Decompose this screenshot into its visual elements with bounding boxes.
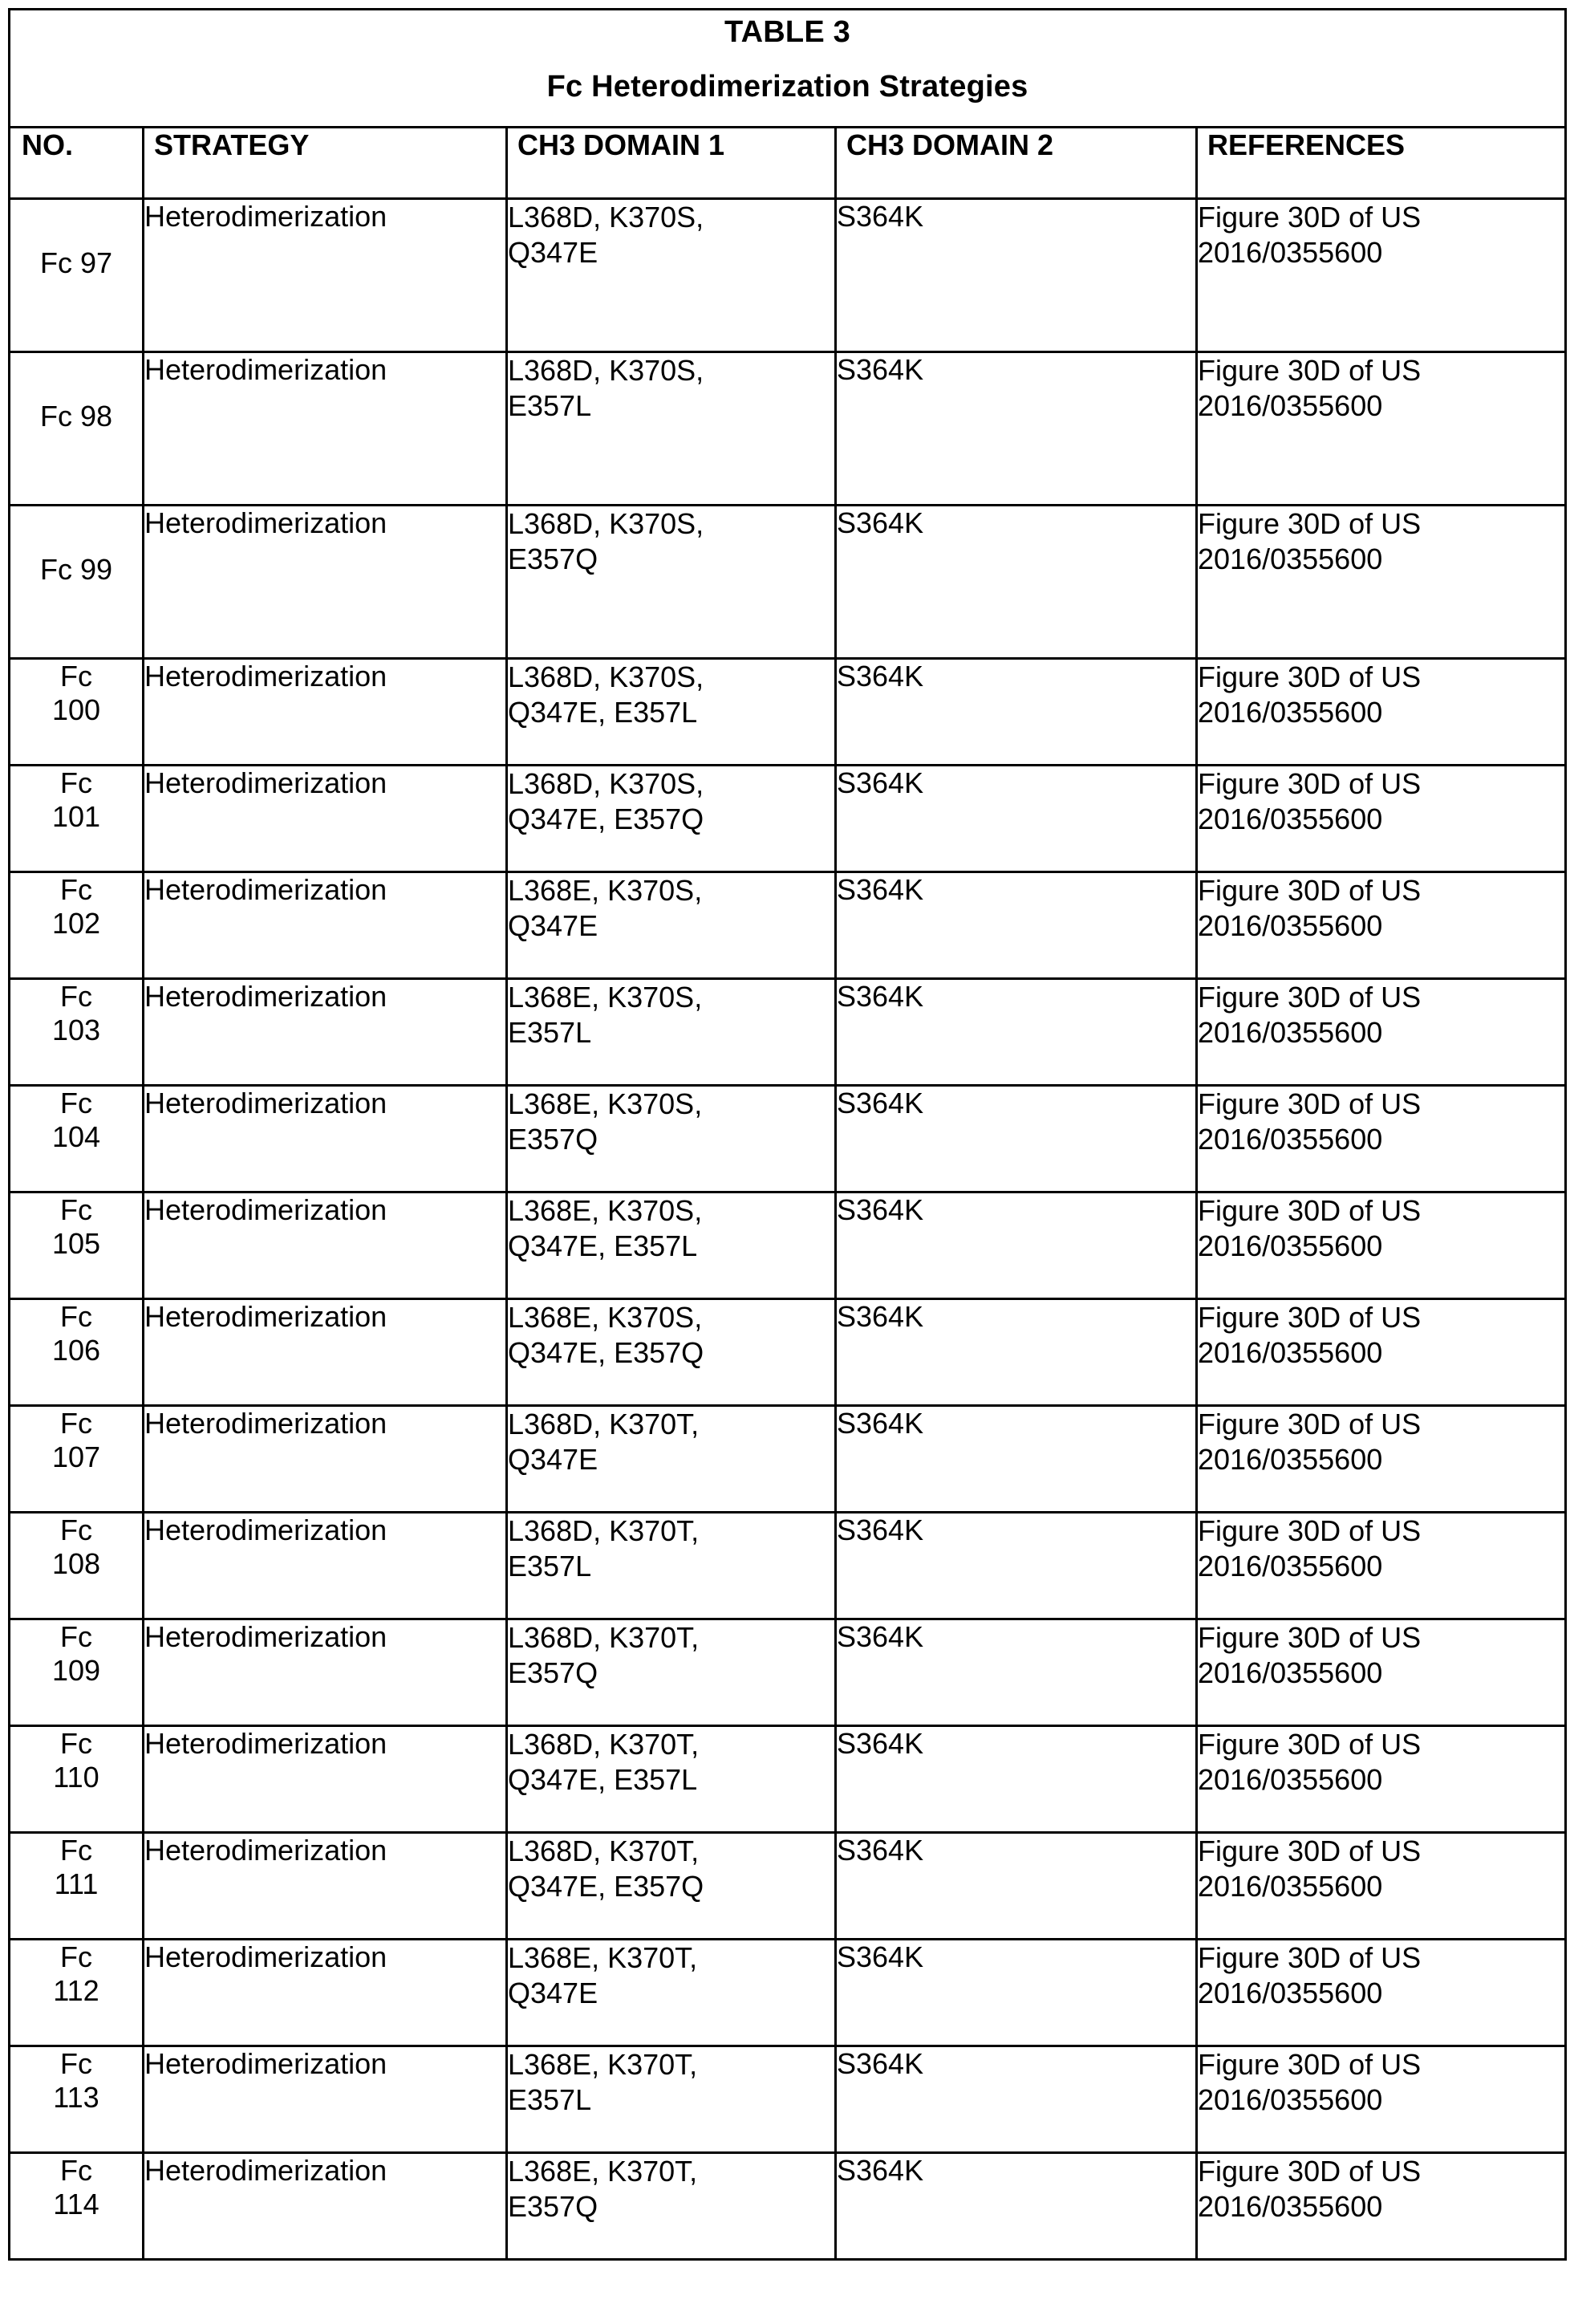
cell-ch3-domain-1-line1: L368D, K370S, [508, 660, 704, 693]
cell-ch3-domain-1 [507, 506, 836, 659]
table-row [10, 979, 1566, 1086]
table-row [10, 1406, 1566, 1513]
cell-no-line1: Fc [60, 1513, 92, 1546]
cell-ch3-domain-1-line2: E357L [508, 1549, 592, 1583]
table-row [10, 1299, 1566, 1406]
cell-strategy: Heterodimerization [144, 2153, 507, 2260]
cell-no [10, 1299, 144, 1406]
cell-references [1197, 1619, 1566, 1726]
cell-ch3-domain-2: S364K [836, 1406, 1197, 1513]
cell-no [10, 1940, 144, 2046]
cell-ch3-domain-1-line1: L368E, K370T, [508, 2155, 698, 2188]
cell-ch3-domain-2: S364K [836, 2153, 1197, 2260]
cell-references [1197, 766, 1566, 872]
cell-ch3-domain-1 [507, 1513, 836, 1619]
cell-no-line1: Fc 99 [39, 553, 113, 586]
cell-ch3-domain-2: S364K [836, 1086, 1197, 1192]
cell-references-line1: Figure 30D of US [1198, 2048, 1422, 2081]
cell-ch3-domain-1 [507, 1940, 836, 2046]
cell-no [10, 979, 144, 1086]
cell-references-line2: 2016/0355600 [1198, 1976, 1383, 2009]
cell-no [10, 1406, 144, 1513]
cell-ch3-domain-1-line2: E357L [508, 1015, 592, 1049]
cell-ch3-domain-1-line2: E357Q [508, 1656, 598, 1689]
cell-no-line2: 101 [51, 800, 101, 834]
table-title: TABLE 3 [724, 15, 850, 49]
cell-no-line2: 114 [53, 2188, 99, 2221]
cell-no-line2: 110 [53, 1761, 99, 1794]
cell-ch3-domain-1-line2: Q347E, E357L [508, 695, 698, 729]
table-row [10, 2153, 1566, 2260]
cell-references-line2: 2016/0355600 [1198, 1442, 1383, 1476]
cell-no-line2: 105 [51, 1227, 101, 1261]
cell-strategy: Heterodimerization [144, 199, 507, 352]
cell-no [10, 872, 144, 979]
cell-no-line1: Fc [60, 766, 92, 799]
cell-strategy: Heterodimerization [144, 1299, 507, 1406]
cell-no-line1: Fc [60, 1727, 92, 1760]
cell-no-line1: Fc [60, 660, 92, 693]
cell-ch3-domain-1-line1: L368E, K370S, [508, 1301, 703, 1334]
cell-references [1197, 1192, 1566, 1299]
cell-references-line1: Figure 30D of US [1198, 507, 1422, 540]
table-row [10, 2046, 1566, 2153]
cell-ch3-domain-1-line1: L368D, K370T, [508, 1834, 700, 1867]
cell-references-line1: Figure 30D of US [1198, 1301, 1422, 1334]
cell-no-line2: 108 [51, 1547, 101, 1581]
cell-no [10, 1086, 144, 1192]
cell-references-line1: Figure 30D of US [1198, 1834, 1422, 1867]
cell-ch3-domain-1-line2: E357Q [508, 1122, 598, 1156]
cell-references-line2: 2016/0355600 [1198, 1122, 1383, 1156]
cell-ch3-domain-1-line2: Q347E [508, 1976, 598, 2009]
cell-strategy: Heterodimerization [144, 659, 507, 766]
cell-references [1197, 1513, 1566, 1619]
cell-references-line2: 2016/0355600 [1198, 695, 1383, 729]
cell-ch3-domain-1-line1: L368E, K370S, [508, 1194, 703, 1227]
cell-references-line2: 2016/0355600 [1198, 2189, 1383, 2223]
cell-ch3-domain-1-line2: Q347E, E357L [508, 1229, 698, 1262]
cell-references-line1: Figure 30D of US [1198, 201, 1422, 234]
cell-ch3-domain-1-line1: L368E, K370T, [508, 1941, 698, 1974]
cell-ch3-domain-1 [507, 1406, 836, 1513]
fc-heterodimerization-strategies-table [8, 8, 1567, 2261]
cell-strategy: Heterodimerization [144, 1513, 507, 1619]
cell-ch3-domain-1-line2: E357L [508, 2082, 592, 2116]
cell-references [1197, 506, 1566, 659]
cell-no-line2: 106 [51, 1334, 101, 1367]
cell-no-line1: Fc 97 [39, 246, 113, 279]
cell-references-line2: 2016/0355600 [1198, 1762, 1383, 1796]
cell-ch3-domain-1 [507, 1833, 836, 1940]
cell-ch3-domain-1-line2: Q347E [508, 908, 598, 942]
cell-references [1197, 199, 1566, 352]
cell-no-line2: 113 [53, 2081, 99, 2115]
cell-no-line1: Fc [60, 2154, 92, 2187]
cell-no-line2: 103 [51, 1014, 101, 1047]
cell-no-line1: Fc [60, 1407, 92, 1440]
cell-references-line1: Figure 30D of US [1198, 767, 1422, 800]
cell-no-line1: Fc [60, 1193, 92, 1226]
cell-ch3-domain-2: S364K [836, 979, 1197, 1086]
cell-references-line2: 2016/0355600 [1198, 2082, 1383, 2116]
cell-references [1197, 352, 1566, 506]
cell-no-line2: 100 [51, 693, 101, 727]
cell-no [10, 766, 144, 872]
cell-ch3-domain-1 [507, 1192, 836, 1299]
cell-no [10, 1726, 144, 1833]
cell-strategy: Heterodimerization [144, 1406, 507, 1513]
cell-strategy: Heterodimerization [144, 352, 507, 506]
cell-references-line2: 2016/0355600 [1198, 388, 1383, 422]
cell-no [10, 1513, 144, 1619]
cell-ch3-domain-2: S364K [836, 2046, 1197, 2153]
cell-references-line1: Figure 30D of US [1198, 1941, 1422, 1974]
cell-ch3-domain-2: S364K [836, 1192, 1197, 1299]
cell-references [1197, 872, 1566, 979]
cell-no-line2: 104 [51, 1120, 101, 1154]
cell-ch3-domain-2: S364K [836, 1726, 1197, 1833]
cell-ch3-domain-1 [507, 2153, 836, 2260]
cell-no-line1: Fc [60, 1087, 92, 1119]
cell-no-line2: 107 [51, 1440, 101, 1474]
cell-no [10, 352, 144, 506]
cell-ch3-domain-1 [507, 1726, 836, 1833]
cell-no-line1: Fc [60, 1300, 92, 1333]
table-row [10, 199, 1566, 352]
cell-ch3-domain-2: S364K [836, 872, 1197, 979]
cell-ch3-domain-2: S364K [836, 659, 1197, 766]
cell-no [10, 1192, 144, 1299]
table-row [10, 1192, 1566, 1299]
cell-references-line2: 2016/0355600 [1198, 542, 1383, 575]
cell-ch3-domain-1-line2: E357Q [508, 2189, 598, 2223]
cell-references-line1: Figure 30D of US [1198, 981, 1422, 1014]
cell-ch3-domain-1-line1: L368D, K370S, [508, 201, 704, 234]
cell-references [1197, 979, 1566, 1086]
cell-strategy: Heterodimerization [144, 872, 507, 979]
table-row [10, 1086, 1566, 1192]
cell-ch3-domain-1 [507, 659, 836, 766]
cell-ch3-domain-1-line1: L368E, K370S, [508, 874, 703, 907]
cell-no-line1: Fc [60, 1620, 92, 1653]
cell-ch3-domain-2: S364K [836, 1833, 1197, 1940]
cell-references-line1: Figure 30D of US [1198, 1408, 1422, 1440]
cell-ch3-domain-1-line2: Q347E, E357L [508, 1762, 698, 1796]
table-row [10, 1940, 1566, 2046]
cell-ch3-domain-1-line2: E357L [508, 388, 592, 422]
cell-ch3-domain-2: S364K [836, 199, 1197, 352]
column-header-ch3-domain-2: CH3 DOMAIN 2 [836, 128, 1197, 199]
cell-references-line1: Figure 30D of US [1198, 1621, 1422, 1654]
cell-no-line1: Fc [60, 1834, 92, 1867]
cell-ch3-domain-1-line1: L368D, K370T, [508, 1621, 700, 1654]
table-row [10, 352, 1566, 506]
cell-references-line1: Figure 30D of US [1198, 1728, 1422, 1761]
cell-no-line2: 112 [53, 1974, 99, 2008]
column-header-strategy: STRATEGY [144, 128, 507, 199]
cell-ch3-domain-1 [507, 352, 836, 506]
cell-ch3-domain-1-line2: Q347E, E357Q [508, 1335, 704, 1369]
cell-references-line2: 2016/0355600 [1198, 802, 1383, 835]
table-header-row [10, 128, 1566, 199]
cell-strategy: Heterodimerization [144, 1833, 507, 1940]
table-row [10, 506, 1566, 659]
column-header-references: REFERENCES [1197, 128, 1566, 199]
cell-ch3-domain-1 [507, 979, 836, 1086]
cell-references [1197, 1726, 1566, 1833]
cell-strategy: Heterodimerization [144, 1726, 507, 1833]
cell-no [10, 659, 144, 766]
cell-ch3-domain-1-line1: L368E, K370T, [508, 2048, 698, 2081]
cell-ch3-domain-2: S364K [836, 766, 1197, 872]
table-container [8, 8, 1564, 2261]
cell-no [10, 1833, 144, 1940]
cell-no [10, 506, 144, 659]
table-row [10, 659, 1566, 766]
cell-references [1197, 1833, 1566, 1940]
cell-ch3-domain-1 [507, 1619, 836, 1726]
cell-ch3-domain-1 [507, 199, 836, 352]
cell-references [1197, 1940, 1566, 2046]
cell-strategy: Heterodimerization [144, 1940, 507, 2046]
cell-ch3-domain-2: S364K [836, 1940, 1197, 2046]
table-row [10, 766, 1566, 872]
cell-no [10, 2153, 144, 2260]
cell-references-line2: 2016/0355600 [1198, 1656, 1383, 1689]
cell-ch3-domain-2: S364K [836, 1619, 1197, 1726]
cell-ch3-domain-1-line2: Q347E, E357Q [508, 1869, 704, 1903]
cell-no [10, 1619, 144, 1726]
cell-no-line2: 102 [51, 907, 101, 941]
cell-no-line1: Fc [60, 873, 92, 906]
table-subtitle: Fc Heterodimerization Strategies [546, 69, 1028, 104]
cell-ch3-domain-1 [507, 1086, 836, 1192]
cell-references-line1: Figure 30D of US [1198, 2155, 1422, 2188]
table-row [10, 1619, 1566, 1726]
table-row [10, 1833, 1566, 1940]
cell-ch3-domain-1 [507, 1299, 836, 1406]
cell-ch3-domain-1-line1: L368E, K370S, [508, 981, 703, 1014]
cell-references-line1: Figure 30D of US [1198, 660, 1422, 693]
cell-no [10, 2046, 144, 2153]
cell-references [1197, 1406, 1566, 1513]
cell-no-line1: Fc [60, 2047, 92, 2080]
cell-ch3-domain-1-line1: L368E, K370S, [508, 1087, 703, 1120]
cell-references-line2: 2016/0355600 [1198, 1549, 1383, 1583]
cell-strategy: Heterodimerization [144, 506, 507, 659]
cell-ch3-domain-1 [507, 766, 836, 872]
cell-ch3-domain-1-line1: L368D, K370S, [508, 767, 704, 800]
cell-references-line1: Figure 30D of US [1198, 354, 1422, 387]
cell-references-line2: 2016/0355600 [1198, 1015, 1383, 1049]
cell-strategy: Heterodimerization [144, 1192, 507, 1299]
cell-references [1197, 2153, 1566, 2260]
cell-references-line2: 2016/0355600 [1198, 1335, 1383, 1369]
cell-no-line1: Fc [60, 1940, 92, 1973]
cell-strategy: Heterodimerization [144, 2046, 507, 2153]
table-row [10, 1513, 1566, 1619]
cell-strategy: Heterodimerization [144, 1619, 507, 1726]
cell-ch3-domain-1-line2: Q347E [508, 235, 598, 269]
table-row [10, 1726, 1566, 1833]
cell-ch3-domain-1-line1: L368D, K370S, [508, 354, 704, 387]
cell-ch3-domain-1-line1: L368D, K370T, [508, 1408, 700, 1440]
cell-references [1197, 2046, 1566, 2153]
column-header-no: NO. [10, 128, 144, 199]
cell-strategy: Heterodimerization [144, 1086, 507, 1192]
cell-strategy: Heterodimerization [144, 979, 507, 1086]
cell-references-line2: 2016/0355600 [1198, 235, 1383, 269]
column-header-ch3-domain-1: CH3 DOMAIN 1 [507, 128, 836, 199]
cell-ch3-domain-1-line1: L368D, K370T, [508, 1728, 700, 1761]
cell-ch3-domain-1-line2: Q347E, E357Q [508, 802, 704, 835]
cell-ch3-domain-2: S364K [836, 1513, 1197, 1619]
cell-references-line1: Figure 30D of US [1198, 1514, 1422, 1547]
cell-ch3-domain-1-line2: Q347E [508, 1442, 598, 1476]
cell-references-line1: Figure 30D of US [1198, 1087, 1422, 1120]
cell-no [10, 199, 144, 352]
cell-strategy: Heterodimerization [144, 766, 507, 872]
table-row [10, 872, 1566, 979]
table-title-cell [10, 10, 1566, 128]
cell-ch3-domain-1-line1: L368D, K370S, [508, 507, 704, 540]
cell-no-line2: 111 [54, 1867, 99, 1901]
cell-ch3-domain-2: S364K [836, 506, 1197, 659]
cell-references [1197, 1086, 1566, 1192]
cell-no-line1: Fc 98 [39, 400, 113, 433]
cell-references-line2: 2016/0355600 [1198, 1229, 1383, 1262]
cell-no-line1: Fc [60, 980, 92, 1013]
cell-ch3-domain-1 [507, 2046, 836, 2153]
cell-references-line1: Figure 30D of US [1198, 874, 1422, 907]
cell-references-line2: 2016/0355600 [1198, 1869, 1383, 1903]
table-title-row [10, 10, 1566, 128]
cell-references [1197, 659, 1566, 766]
cell-references [1197, 1299, 1566, 1406]
cell-references-line1: Figure 30D of US [1198, 1194, 1422, 1227]
cell-ch3-domain-1-line1: L368D, K370T, [508, 1514, 700, 1547]
cell-ch3-domain-1-line2: E357Q [508, 542, 598, 575]
cell-ch3-domain-1 [507, 872, 836, 979]
cell-references-line2: 2016/0355600 [1198, 908, 1383, 942]
cell-no-line2: 109 [51, 1654, 101, 1688]
cell-ch3-domain-2: S364K [836, 352, 1197, 506]
cell-ch3-domain-2: S364K [836, 1299, 1197, 1406]
